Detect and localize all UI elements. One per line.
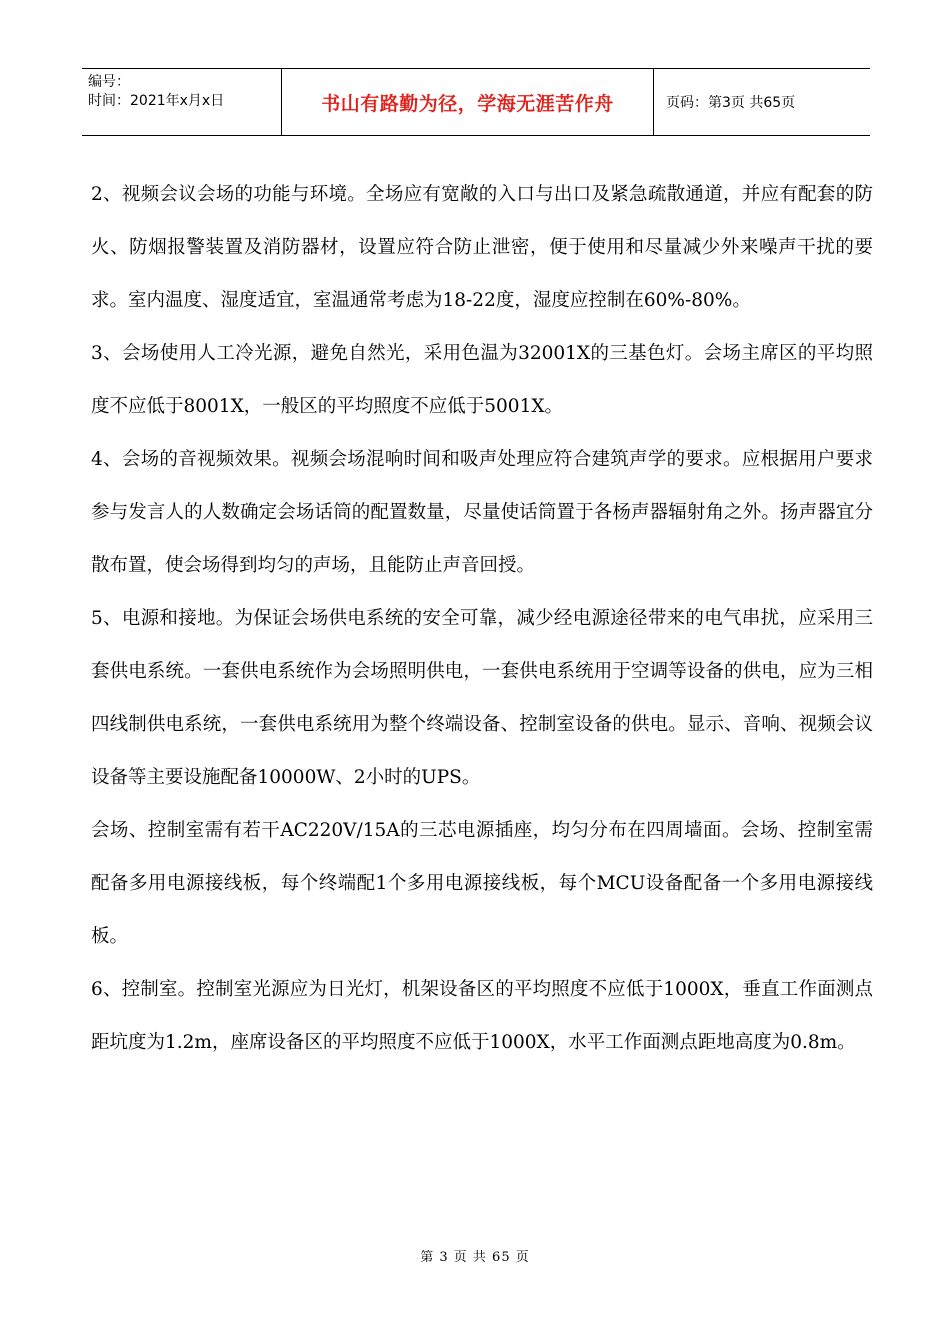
paragraph-power-grounding: 5、电源和接地。为保证会场供电系统的安全可靠，减少经电源途径带来的电气串扰，应采用三套供电系统。一套供电系统作为会场照明供电，一套供电系统用于空调等设备的供电，应为三相四线制供电系统，一套供电系统用为整个终端设备、控制室设备的供电。显示、音响、视频会议设备等主要设施配备10000W、2小时的UPS。 (91, 608, 873, 788)
header-motto: 书山有路勤为径，学海无涯苦作舟 (282, 69, 654, 135)
paragraph-control-room: 6、控制室。控制室光源应为日光灯，机架设备区的平均照度不应低于1000X，垂直工作面测点距坑度为1.2m，座席设备区的平均照度不应低于1000X，水平工作面测点距地高度为0.8m。 (91, 979, 873, 1053)
time-label: 时间：2021年x月x日 (88, 93, 225, 109)
number-label: 编号： (88, 74, 130, 90)
header-meta (82, 69, 282, 135)
page-header (82, 68, 870, 136)
page-footer: 第 3 页 共 65 页 (420, 1250, 530, 1265)
document-body (91, 168, 873, 1069)
header-page-number: 页码：第3页 共65页 (666, 95, 796, 111)
paragraph-lighting: 3、会场使用人工冷光源，避免自然光，采用色温为32001X的三基色灯。会场主席区的平均照度不应低于8001X，一般区的平均照度不应低于5001X。 (91, 343, 873, 417)
paragraph-venue-environment: 2、视频会议会场的功能与环境。全场应有宽敞的入口与出口及紧急疏散通道，并应有配套的防火、防烟报警装置及消防器材，设置应符合防止泄密，便于使用和尽量减少外来噪声干扰的要求。室内温度、湿度适宜，室温通常考虑为18-22度，湿度应控制在60%-80%。 (91, 184, 873, 311)
paragraph-audio-video: 4、会场的音视频效果。视频会场混响时间和吸声处理应符合建筑声学的要求。应根据用户要求参与发言人的人数确定会场话筒的配置数量，尽量使话筒置于各杨声器辐射角之外。扬声器宜分散布置，使会场得到均匀的声场，且能防止声音回授。 (91, 449, 873, 576)
paragraph-power-sockets: 会场、控制室需有若干AC220V/15A的三芯电源插座，均匀分布在四周墙面。会场、控制室需配备多用电源接线板，每个终端配1个多用电源接线板，每个MCU设备配备一个多用电源接线板。 (91, 820, 873, 947)
